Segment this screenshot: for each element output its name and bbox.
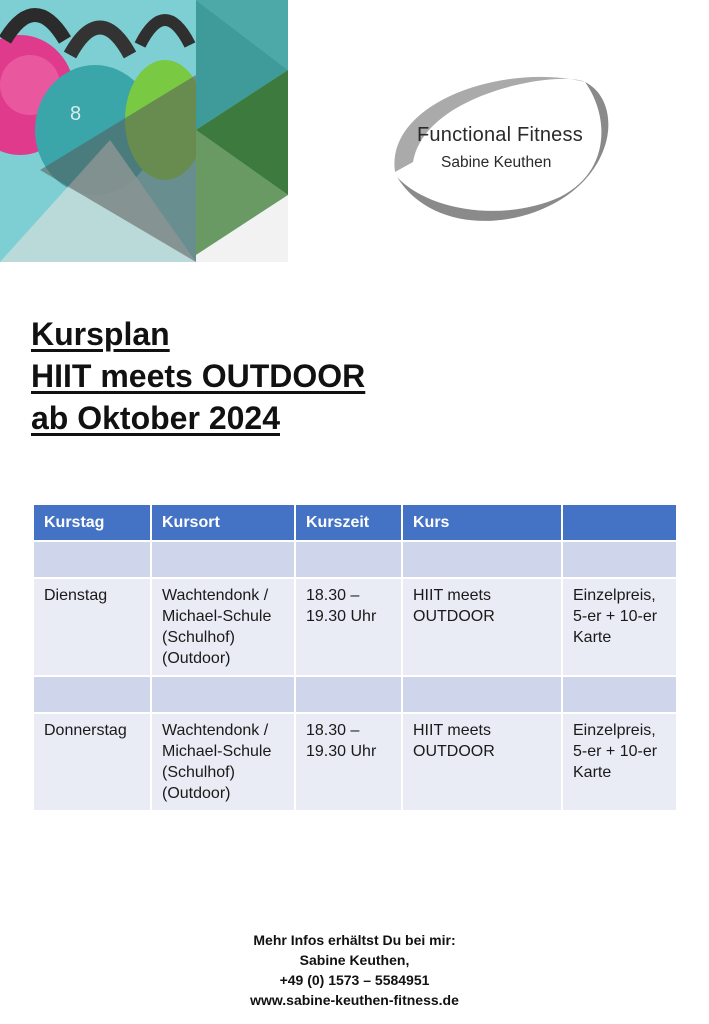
hero-image <box>0 0 288 262</box>
footer-phone: +49 (0) 1573 – 5584951 <box>279 972 430 988</box>
footer-name: Sabine Keuthen, <box>299 952 410 968</box>
title-line-2: HIIT meets OUTDOOR <box>31 358 366 394</box>
contact-footer <box>0 930 709 1010</box>
table-row <box>33 713 677 811</box>
cell-price: Einzelpreis, 5-er + 10-er Karte <box>562 713 677 811</box>
header-empty <box>562 504 677 541</box>
spacer-row <box>33 676 677 713</box>
logo-subtitle: Sabine Keuthen <box>441 154 552 171</box>
cell-day: Donnerstag <box>33 713 151 811</box>
header-kurstag: Kurstag <box>33 504 151 541</box>
page-title <box>31 313 365 439</box>
cell-price: Einzelpreis, 5-er + 10-er Karte <box>562 578 677 676</box>
title-line-3: ab Oktober 2024 <box>31 400 280 436</box>
cell-time: 18.30 – 19.30 Uhr <box>295 713 402 811</box>
header-kursort: Kursort <box>151 504 295 541</box>
cell-place: Wachtendonk / Michael-Schule (Schulhof) (Outdoor) <box>151 578 295 676</box>
header-kurszeit: Kurszeit <box>295 504 402 541</box>
table-header-row <box>33 504 677 541</box>
kettlebell-graphic <box>0 0 288 262</box>
schedule-table <box>32 503 678 812</box>
swoosh-logo-icon <box>385 62 617 232</box>
cell-time: 18.30 – 19.30 Uhr <box>295 578 402 676</box>
logo-title: Functional Fitness <box>417 124 583 146</box>
spacer-row <box>33 541 677 578</box>
cell-place: Wachtendonk / Michael-Schule (Schulhof) (Outdoor) <box>151 713 295 811</box>
cell-course: HIIT meets OUTDOOR <box>402 713 562 811</box>
cell-day: Dienstag <box>33 578 151 676</box>
footer-intro: Mehr Infos erhältst Du bei mir: <box>253 932 456 948</box>
svg-text:8: 8 <box>70 103 82 125</box>
header-kurs: Kurs <box>402 504 562 541</box>
brand-logo <box>385 62 617 232</box>
footer-website: www.sabine-keuthen-fitness.de <box>250 992 459 1008</box>
title-line-1: Kursplan <box>31 316 170 352</box>
cell-course: HIIT meets OUTDOOR <box>402 578 562 676</box>
table-row <box>33 578 677 676</box>
